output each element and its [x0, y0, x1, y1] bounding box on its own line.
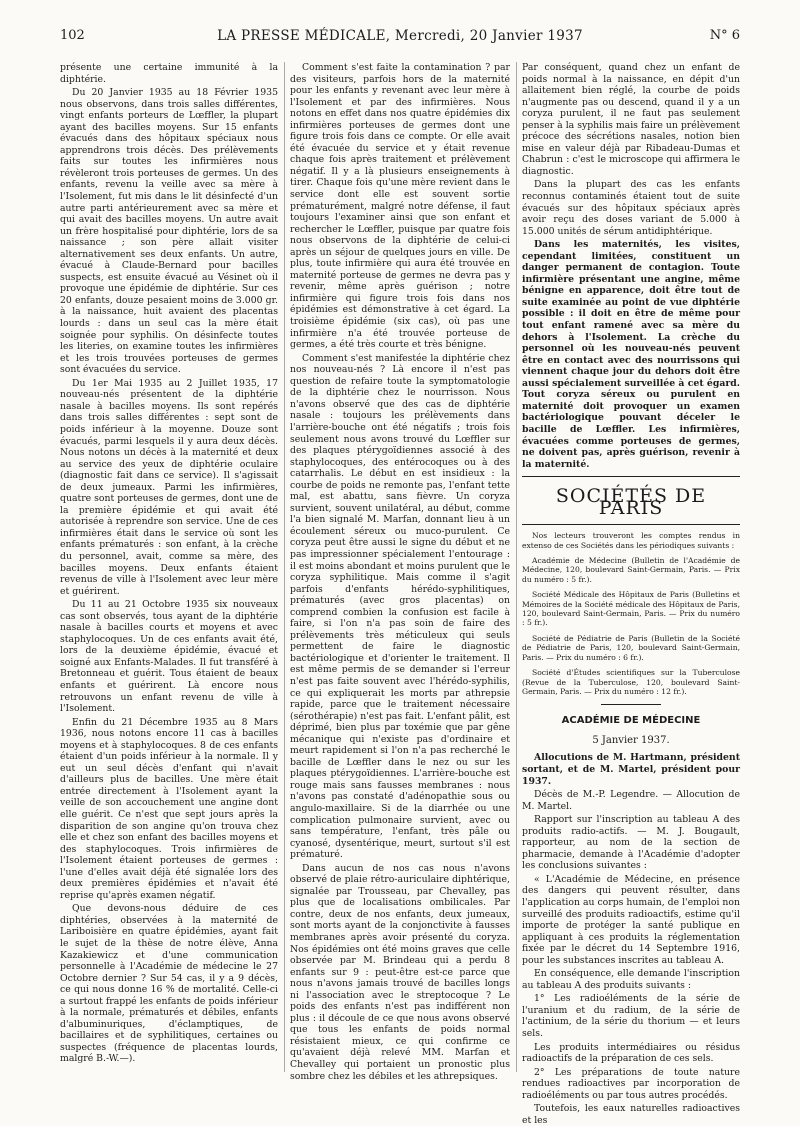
- academie-date: 5 Janvier 1937.: [592, 734, 670, 746]
- academie-title: ACADÉMIE DE MÉDECINE: [561, 715, 701, 727]
- section-rule: [522, 524, 740, 525]
- paragraph: 1° Les radioéléments de la série de l'uranium et du radium, de la série de l'actinium, de la série du thorium — et leurs sels.: [522, 993, 740, 1039]
- paragraph: Du 20 Janvier 1935 au 18 Février 1935 nous observons, dans trois salles différentes, vingt enfants porteurs de Lœffler, la plupart ayant des bacilles moyens. Sur 15 enfants évacués dans des hôpitaux spéciaux nous apprendrons trois décès. Des prélèvements faits sur toutes les infirmières nous révèleront trois porteuses de germes. Un des enfants, revenu la veille avec sa mère à l'Isolement, fut mis dans le lit désinfecté d'un autre parti antérieurement avec sa mère et qui avait des bacilles moyens. Un autre avait un frère hospitalisé pour diphtérie, lors de sa naissance ; son père allait visiter alternativement ses deux enfants. Un autre, évacué à Claude-Bernard pour bacilles suspects, est ensuite évacué au Vésinet où il provoque une épidémie de diphtérie. Sur ces 20 enfants, douze pesaient moins de 3.000 gr. à la naissance, huit avaient des placentas lourds : dans un seul cas la mère était soignée pour syphilis. On désinfecte toutes les literies, on examine toutes les infirmières et les trois trouvées porteuses de germes sont évacuées du service.: [60, 87, 278, 376]
- column-divider: [516, 62, 517, 1072]
- paragraph: Comment s'est faite la contamination ? par des visiteurs, parfois hors de la maternité pour les enfants y revenant avec leur mère à l'Isolement et par des infirmières. Nous notons en effet dans nos quatre épidémies dix infirmières porteuses de germes dont une figure trois fois dans ce compte. Or elle avait été évacuée du service et y était revenue chaque fois après traitement et prélèvement négatif. Il y a là plusieurs enseignements à tirer. Chaque fois qu'une mère revient dans le service dont elle est souvent sortie prématurément, malgré notre défense, il faut toujours l'examiner ainsi que son enfant et rechercher le Lœffler, puisque par quatre fois nous observons de la diphtérie de celui-ci après un séjour de quelques jours en ville. De plus, toute infirmière qui aura été trouvée en maternité porteuse de germes ne devra pas y revenir, même après guérison ; notre infirmière qui figure trois fois dans nos épidémies est démonstrative à cet égard. La troisième épidémie (six cas), où pas une infirmière n'a été trouvée porteuse de germes, a été très courte et très bénigne.: [290, 62, 510, 351]
- paragraph: Dans les maternités, les visites, cependant limitées, constituent un danger permanent de contagion. Toute infirmière présentant une angine, même bénigne en apparence, doit être tout de suite examinée au point de vue diphtérie possible : il doit en être de même pour tout enfant ramené avec sa mère du dehors à l'Isolement. La crèche du personnel où les nouveau-nés peuvent être en contact avec des nourrissons qui viennent chaque jour du dehors doit être aussi spécialement surveillée à cet égard. Tout coryza séreux ou purulent en maternité doit provoquer un examen bactériologique pouvant déceler le bacille de Lœffler. Les infirmières, évacuées comme porteuses de germes, ne doivent pas, après guérison, revenir à la maternité.: [522, 239, 740, 470]
- issue-number: N° 6: [709, 28, 740, 43]
- page-number: 102: [60, 28, 85, 43]
- paragraph: Enfin du 21 Décembre 1935 au 8 Mars 1936, nous notons encore 11 cas à bacilles moyens et à staphylocoques. 8 de ces enfants étaient d'un poids inférieur à la normale. Il y eut un seul décès d'enfant qui n'avait d'ailleurs plus de bacilles. Une mère était entrée directement à l'Isolement ayant la veille de son accouchement une angine dont elle guérit. Ce n'est que sept jours après la disparition de son angine qu'on trouva chez elle et chez son enfant des bacilles moyens et des staphylocoques. Trois infirmières de l'Isolement étaient porteuses de germes : l'une d'elles avait déjà été signalée lors des deux premières épidémies et n'avait été reprise qu'après examen négatif.: [60, 716, 278, 901]
- paragraph: Comment s'est manifestée la diphtérie chez nos nouveau-nés ? Là encore il n'est pas question de refaire toute la symptomatologie de la diphtérie chez le nourrisson. Nous n'avons observé que des cas de diphtérie nasale : toujours les prélèvements dans l'arrière-bouche ont été négatifs ; trois fois seulement nous avons trouvé du Lœffler sur des plaques ptérygoïdiennes associé à des staphylocoques, des entérocoques ou à des catarrhalis. Le début en est insidieux : la courbe de poids ne remonte pas, l'enfant tette mal, est abattu, sans fièvre. Un coryza survient, souvent unilatéral, au début, comme l'a bien signalé M. Marfan, donnant lieu à un écoulement séreux ou muco-purulent. Ce coryza peut être aussi le signe du début et ne pas impressionner spécialement l'entourage : il est moins abondant et moins purulent que le coryza syphilitique. Mais comme il s'agit parfois d'enfants hérédo-syphilitiques, prématurés (avec gros placentas) on comprend combien la confusion est facile à faire, si l'on n'a pas soin de faire des prélèvements très méticuleux qui seuls permettent de faire le diagnostic bactériologique et d'orienter le traitement. Il est même permis de se demander si l'erreur n'est pas faite souvent avec l'hérédo-syphilis, ce qui expliquerait les morts par athrepsie rapide, parce que le traitement nécessaire (sérothérapie) n'est pas fait. L'enfant pâlit, est déprimé, bien plus par toxémie que par gêne mécanique qui n'existe pas d'ordinaire et meurt rapidement si l'on n'a pas recherché le bacille de Lœffler dans le nez ou sur les plaques ptérygoïdiennes. L'arrière-bouche est rouge mais sans fausses membranes : nous n'avons pas constaté d'adénopathie sous ou angulo-maxillaire. Si de la diarrhée ou une complication pulmonaire survient, avec ou sans température, l'enfant, très pâle ou cyanosé, dysentérique, meurt, surtout s'il est prématuré.: [290, 352, 510, 861]
- column-2: [290, 62, 510, 1082]
- section-rule: [522, 476, 740, 477]
- paragraph: Allocutions de M. Hartmann, président sortant, et de M. Martel, président pour 1937.: [522, 752, 740, 787]
- paragraph: Du 1er Mai 1935 au 2 Juillet 1935, 17 nouveau-nés présentent de la diphtérie nasale à bacilles moyens. Ils sont repérés dans trois salles différentes : sept sont de poids inférieur à la moyenne. Douze sont évacués, parmi lesquels il y aura deux décès. Nous notons un décès à la maternité et deux au service des yeux de diphtérie oculaire (diagnostic fait dans ce service). Il s'agissait de deux jumeaux. Parmi les infirmières, quatre sont porteuses de germes, dont une de la première épidémie et qui avait été autorisée à reprendre son service. Une de ces infirmières était dans le service où sont les enfants prématurés : son enfant, à la crèche du personnel, avait, comme sa mère, des bacilles moyens. Deux enfants étaient revenus de ville à l'Isolement avec leur mère et guérirent.: [60, 377, 278, 597]
- column-1: [60, 62, 278, 1072]
- paragraph: Décès de M.-P. Legendre. — Allocution de M. Martel.: [522, 789, 740, 812]
- paragraph: Par conséquent, quand chez un enfant de poids normal à la naissance, en dépit d'un allaitement bien réglé, la courbe de poids n'augmente pas ou descend, quand il y a un coryza purulent, il ne faut pas seulement penser à la syphilis mais faire un prélèvement précoce des sécrétions nasales, notion bien mise en valeur déjà par Ribadeau-Dumas et Chabrun : c'est le microscope qui affirmera le diagnostic.: [522, 62, 740, 177]
- society-entry: Académie de Médecine (Bulletin de l'Académie de Médecine, 120, boulevard Saint-Germain, Paris. — Prix du numéro : 5 fr.).: [522, 556, 740, 584]
- paragraph: Les produits intermédiaires ou résidus radioactifs de la préparation de ces sels.: [522, 1041, 740, 1065]
- paragraph: 2° Les préparations de toute nature rendues radioactives par incorporation de radioéléments ou par tous autres procédés.: [522, 1066, 740, 1101]
- paragraph: Rapport sur l'inscription au tableau A des produits radio-actifs. — M. J. Bougault, rapporteur, au nom de la section de pharmacie, demande à l'Académie d'adopter les conclusions suivantes :: [522, 814, 740, 872]
- section-title: SOCIÉTÉS DE PARIS: [555, 485, 707, 519]
- paragraph: En conséquence, elle demande l'inscription au tableau A des produits suivants :: [522, 968, 740, 991]
- paragraph: Du 11 au 21 Octobre 1935 six nouveaux cas sont observés, tous ayant de la diphtérie nasale à bacilles courts et moyens et avec staphylocoques. Un de ces enfants avait été, lors de la deuxième épidémie, évacué et soigné aux Enfants-Malades. Il fut transféré à Bretonneau et guérit. Tous étaient de beaux enfants et guérirent. Là encore nous retrouvons un enfant revenu de ville à l'Isolement.: [60, 599, 278, 715]
- paragraph: « L'Académie de Médecine, en présence des dangers qui peuvent résulter, dans l'application au corps humain, de l'emploi non surveillé des produits radioactifs, estime qu'il importe de protéger la santé publique en appliquant à ces produits la réglementation fixée par le décret du 14 Septembre 1916, pour les substances inscrites au tableau A.: [522, 873, 740, 966]
- paragraph: Dans aucun de nos cas nous n'avons observé de plaie rétro-auriculaire diphtérique, signalée par Trousseau, par Chevalley, pas plus que de localisations ombilicales. Par contre, deux de nos enfants, deux jumeaux, sont morts ayant de la conjonctivite à fausses membranes après avoir présenté du coryza. Nos épidémies ont été moins graves que celle observée par M. Brindeau qui a perdu 8 enfants sur 9 : peut-être est-ce parce que nous n'avons jamais trouvé de bacilles longs ni l'association avec le streptocoque ? Le poids des enfants n'est pas indifférent non plus : il découle de ce que nous avons observé que tous les enfants de poids normal résistaient mieux, ce qui confirme ce qu'avaient déjà relevé MM. Marfan et Chevalley qui portaient un pronostic plus sombre chez les débiles et les athrepsiques.: [290, 862, 510, 1082]
- short-rule: [601, 704, 661, 705]
- paragraph: Toutefois, les eaux naturelles radioactives et les: [522, 1103, 740, 1126]
- societies-list: [522, 531, 740, 696]
- journal-title: LA PRESSE MÉDICALE, Mercredi, 20 Janvier 1937: [217, 28, 583, 44]
- paragraph: Que devons-nous déduire de ces diphtéries, observées à la maternité de Lariboisière en quatre épidémies, ayant fait le sujet de la thèse de notre élève, Anna Kazakiewicz et d'une communication personnelle à l'Académie de médecine le 27 Octobre dernier ? Sur 54 cas, il y a 9 décès, ce qui nous donne 16 % de mortalité. Celle-ci a surtout frappé les enfants de poids inférieur à la normale, prématurés et débiles, enfants d'albuminuriques, d'éclamptiques, de bacillaires et de syphilitiques, certaines ou suspectes (fréquence de placentas lourds, malgré B.-W.—).: [60, 903, 278, 1065]
- page-header: [60, 28, 740, 48]
- society-entry: Société d'Études scientifiques sur la Tuberculose (Revue de la Tuberculose, 120, boulevard Saint-Germain, Paris. — Prix du numéro : 12 fr.).: [522, 668, 740, 696]
- society-entry: Société de Pédiatrie de Paris (Bulletin de la Société de Pédiatrie de Paris, 120, boulevard Saint-Germain, Paris. — Prix du numéro : 6 fr.).: [522, 633, 740, 662]
- paragraph: présente une certaine immunité à la diphtérie.: [60, 62, 278, 85]
- column-3: [522, 62, 740, 1126]
- society-entry: Société Médicale des Hôpitaux de Paris (Bulletins et Mémoires de la Société médicale des Hôpitaux de Paris, 120, boulevard Saint-Germain, Paris. — Prix du numéro : 5 fr.).: [522, 590, 740, 628]
- paragraph: Dans la plupart des cas les enfants reconnus contaminés étaient tout de suite évacués sur des hôpitaux spéciaux après avoir reçu des doses variant de 5.000 à 15.000 unités de sérum antidiphtérique.: [522, 179, 740, 237]
- column-divider: [284, 62, 285, 1072]
- societies-intro: Nos lecteurs trouveront les comptes rendus in extenso de ces Sociétés dans les périodiques suivants :: [522, 531, 740, 550]
